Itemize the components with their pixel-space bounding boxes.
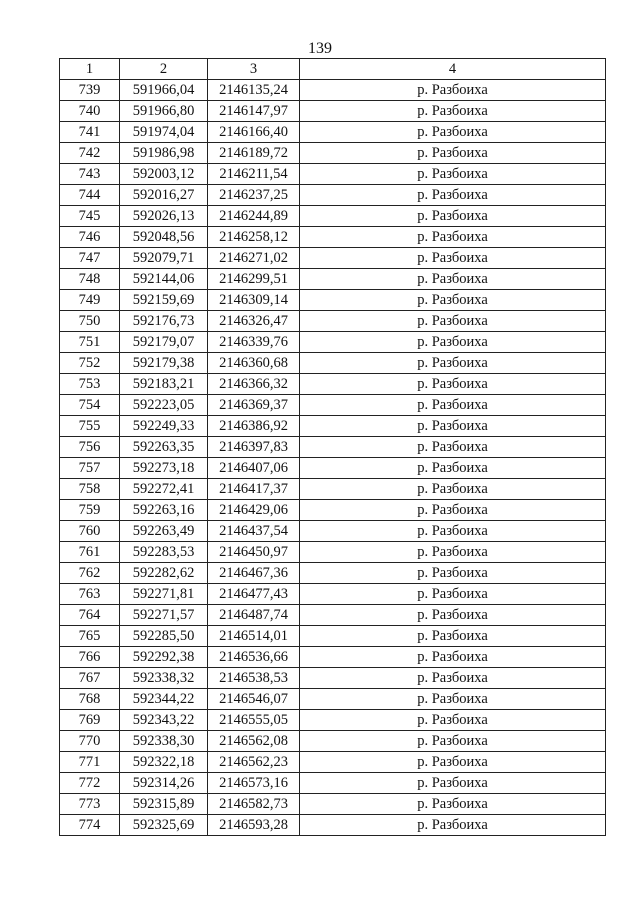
- cell-x-coordinate: 592048,56: [120, 227, 208, 248]
- cell-y-coordinate: 2146271,02: [208, 248, 300, 269]
- cell-y-coordinate: 2146450,97: [208, 542, 300, 563]
- cell-description: р. Разбоиха: [300, 206, 606, 227]
- cell-x-coordinate: 592315,89: [120, 794, 208, 815]
- cell-description: р. Разбоиха: [300, 269, 606, 290]
- table-row: [60, 731, 606, 752]
- cell-point-number: 761: [60, 542, 120, 563]
- cell-y-coordinate: 2146397,83: [208, 437, 300, 458]
- cell-y-coordinate: 2146538,53: [208, 668, 300, 689]
- cell-x-coordinate: 592273,18: [120, 458, 208, 479]
- cell-description: р. Разбоиха: [300, 458, 606, 479]
- cell-point-number: 750: [60, 311, 120, 332]
- table-row: [60, 269, 606, 290]
- cell-x-coordinate: 592016,27: [120, 185, 208, 206]
- cell-point-number: 759: [60, 500, 120, 521]
- table-row: [60, 479, 606, 500]
- cell-x-coordinate: 592282,62: [120, 563, 208, 584]
- cell-description: р. Разбоиха: [300, 731, 606, 752]
- cell-y-coordinate: 2146237,25: [208, 185, 300, 206]
- cell-point-number: 772: [60, 773, 120, 794]
- cell-x-coordinate: 592338,30: [120, 731, 208, 752]
- table-row: [60, 626, 606, 647]
- cell-y-coordinate: 2146573,16: [208, 773, 300, 794]
- table-row: [60, 143, 606, 164]
- cell-y-coordinate: 2146244,89: [208, 206, 300, 227]
- table-header: [60, 59, 606, 80]
- cell-point-number: 764: [60, 605, 120, 626]
- cell-description: р. Разбоиха: [300, 710, 606, 731]
- table-row: [60, 668, 606, 689]
- cell-x-coordinate: 592179,07: [120, 332, 208, 353]
- cell-description: р. Разбоиха: [300, 437, 606, 458]
- cell-point-number: 745: [60, 206, 120, 227]
- table-row: [60, 542, 606, 563]
- cell-x-coordinate: 592285,50: [120, 626, 208, 647]
- cell-y-coordinate: 2146366,32: [208, 374, 300, 395]
- cell-description: р. Разбоиха: [300, 185, 606, 206]
- cell-description: р. Разбоиха: [300, 164, 606, 185]
- table-row: [60, 752, 606, 773]
- cell-description: р. Разбоиха: [300, 752, 606, 773]
- cell-x-coordinate: 592179,38: [120, 353, 208, 374]
- table-row: [60, 815, 606, 836]
- cell-description: р. Разбоиха: [300, 374, 606, 395]
- table-row: [60, 794, 606, 815]
- cell-y-coordinate: 2146211,54: [208, 164, 300, 185]
- cell-x-coordinate: 592263,35: [120, 437, 208, 458]
- cell-description: р. Разбоиха: [300, 794, 606, 815]
- cell-y-coordinate: 2146339,76: [208, 332, 300, 353]
- cell-y-coordinate: 2146386,92: [208, 416, 300, 437]
- cell-x-coordinate: 592263,49: [120, 521, 208, 542]
- cell-point-number: 753: [60, 374, 120, 395]
- cell-point-number: 762: [60, 563, 120, 584]
- cell-description: р. Разбоиха: [300, 626, 606, 647]
- column-header-x-coordinate: 2: [120, 59, 208, 80]
- cell-x-coordinate: 592322,18: [120, 752, 208, 773]
- cell-point-number: 763: [60, 584, 120, 605]
- table-row: [60, 227, 606, 248]
- cell-y-coordinate: 2146593,28: [208, 815, 300, 836]
- cell-point-number: 746: [60, 227, 120, 248]
- cell-description: р. Разбоиха: [300, 353, 606, 374]
- cell-y-coordinate: 2146487,74: [208, 605, 300, 626]
- table-row: [60, 101, 606, 122]
- cell-x-coordinate: 592159,69: [120, 290, 208, 311]
- cell-description: р. Разбоиха: [300, 290, 606, 311]
- cell-description: р. Разбоиха: [300, 773, 606, 794]
- table-row: [60, 80, 606, 101]
- cell-point-number: 770: [60, 731, 120, 752]
- cell-x-coordinate: 592026,13: [120, 206, 208, 227]
- table-row: [60, 689, 606, 710]
- table-row: [60, 332, 606, 353]
- cell-y-coordinate: 2146147,97: [208, 101, 300, 122]
- cell-x-coordinate: 592144,06: [120, 269, 208, 290]
- cell-x-coordinate: 592343,22: [120, 710, 208, 731]
- cell-description: р. Разбоиха: [300, 332, 606, 353]
- cell-description: р. Разбоиха: [300, 647, 606, 668]
- table-row: [60, 290, 606, 311]
- cell-x-coordinate: 592283,53: [120, 542, 208, 563]
- cell-x-coordinate: 592079,71: [120, 248, 208, 269]
- cell-description: р. Разбоиха: [300, 542, 606, 563]
- cell-point-number: 769: [60, 710, 120, 731]
- table-row: [60, 773, 606, 794]
- cell-point-number: 768: [60, 689, 120, 710]
- cell-y-coordinate: 2146514,01: [208, 626, 300, 647]
- cell-description: р. Разбоиха: [300, 563, 606, 584]
- cell-point-number: 744: [60, 185, 120, 206]
- cell-point-number: 757: [60, 458, 120, 479]
- cell-x-coordinate: 592003,12: [120, 164, 208, 185]
- cell-x-coordinate: 591974,04: [120, 122, 208, 143]
- column-header-y-coordinate: 3: [208, 59, 300, 80]
- column-header-description: 4: [300, 59, 606, 80]
- table-row: [60, 395, 606, 416]
- cell-point-number: 760: [60, 521, 120, 542]
- cell-y-coordinate: 2146189,72: [208, 143, 300, 164]
- cell-y-coordinate: 2146477,43: [208, 584, 300, 605]
- table-row: [60, 164, 606, 185]
- column-header-point-number: 1: [60, 59, 120, 80]
- cell-y-coordinate: 2146467,36: [208, 563, 300, 584]
- cell-x-coordinate: 591966,80: [120, 101, 208, 122]
- cell-x-coordinate: 592272,41: [120, 479, 208, 500]
- cell-y-coordinate: 2146429,06: [208, 500, 300, 521]
- cell-y-coordinate: 2146326,47: [208, 311, 300, 332]
- cell-description: р. Разбоиха: [300, 248, 606, 269]
- cell-y-coordinate: 2146135,24: [208, 80, 300, 101]
- table-row: [60, 311, 606, 332]
- table-row: [60, 185, 606, 206]
- cell-point-number: 766: [60, 647, 120, 668]
- cell-y-coordinate: 2146369,37: [208, 395, 300, 416]
- cell-y-coordinate: 2146407,06: [208, 458, 300, 479]
- cell-point-number: 752: [60, 353, 120, 374]
- cell-description: р. Разбоиха: [300, 80, 606, 101]
- cell-description: р. Разбоиха: [300, 605, 606, 626]
- table-row: [60, 353, 606, 374]
- table-row: [60, 500, 606, 521]
- cell-x-coordinate: 592292,38: [120, 647, 208, 668]
- table-row: [60, 416, 606, 437]
- table-row: [60, 374, 606, 395]
- cell-description: р. Разбоиха: [300, 122, 606, 143]
- cell-point-number: 758: [60, 479, 120, 500]
- cell-x-coordinate: 592325,69: [120, 815, 208, 836]
- cell-point-number: 740: [60, 101, 120, 122]
- cell-x-coordinate: 592271,81: [120, 584, 208, 605]
- cell-point-number: 765: [60, 626, 120, 647]
- cell-description: р. Разбоиха: [300, 689, 606, 710]
- cell-y-coordinate: 2146562,08: [208, 731, 300, 752]
- cell-point-number: 774: [60, 815, 120, 836]
- cell-x-coordinate: 592314,26: [120, 773, 208, 794]
- cell-description: р. Разбоиха: [300, 395, 606, 416]
- cell-y-coordinate: 2146360,68: [208, 353, 300, 374]
- table-row: [60, 521, 606, 542]
- cell-x-coordinate: 592223,05: [120, 395, 208, 416]
- cell-description: р. Разбоиха: [300, 311, 606, 332]
- cell-description: р. Разбоиха: [300, 143, 606, 164]
- cell-description: р. Разбоиха: [300, 584, 606, 605]
- table-row: [60, 563, 606, 584]
- cell-point-number: 754: [60, 395, 120, 416]
- cell-y-coordinate: 2146299,51: [208, 269, 300, 290]
- table-row: [60, 458, 606, 479]
- cell-y-coordinate: 2146546,07: [208, 689, 300, 710]
- cell-point-number: 771: [60, 752, 120, 773]
- cell-point-number: 751: [60, 332, 120, 353]
- table-row: [60, 710, 606, 731]
- cell-description: р. Разбоиха: [300, 227, 606, 248]
- table-row: [60, 248, 606, 269]
- cell-point-number: 755: [60, 416, 120, 437]
- cell-x-coordinate: 592271,57: [120, 605, 208, 626]
- page-number: 139: [308, 40, 332, 57]
- cell-description: р. Разбоиха: [300, 815, 606, 836]
- cell-description: р. Разбоиха: [300, 416, 606, 437]
- cell-x-coordinate: 592263,16: [120, 500, 208, 521]
- cell-y-coordinate: 2146437,54: [208, 521, 300, 542]
- cell-point-number: 742: [60, 143, 120, 164]
- cell-x-coordinate: 592338,32: [120, 668, 208, 689]
- cell-point-number: 749: [60, 290, 120, 311]
- table-row: [60, 605, 606, 626]
- cell-x-coordinate: 591986,98: [120, 143, 208, 164]
- cell-y-coordinate: 2146166,40: [208, 122, 300, 143]
- cell-point-number: 741: [60, 122, 120, 143]
- cell-x-coordinate: 591966,04: [120, 80, 208, 101]
- cell-point-number: 739: [60, 80, 120, 101]
- cell-y-coordinate: 2146309,14: [208, 290, 300, 311]
- cell-y-coordinate: 2146258,12: [208, 227, 300, 248]
- cell-x-coordinate: 592344,22: [120, 689, 208, 710]
- cell-y-coordinate: 2146555,05: [208, 710, 300, 731]
- table-row: [60, 206, 606, 227]
- table-row: [60, 122, 606, 143]
- table-row: [60, 647, 606, 668]
- cell-point-number: 748: [60, 269, 120, 290]
- header-row: [60, 59, 606, 80]
- cell-y-coordinate: 2146562,23: [208, 752, 300, 773]
- cell-point-number: 767: [60, 668, 120, 689]
- cell-x-coordinate: 592183,21: [120, 374, 208, 395]
- cell-y-coordinate: 2146536,66: [208, 647, 300, 668]
- table-row: [60, 584, 606, 605]
- cell-description: р. Разбоиха: [300, 479, 606, 500]
- cell-point-number: 743: [60, 164, 120, 185]
- cell-point-number: 773: [60, 794, 120, 815]
- cell-point-number: 756: [60, 437, 120, 458]
- table-row: [60, 437, 606, 458]
- cell-point-number: 747: [60, 248, 120, 269]
- cell-x-coordinate: 592176,73: [120, 311, 208, 332]
- cell-description: р. Разбоиха: [300, 668, 606, 689]
- cell-y-coordinate: 2146417,37: [208, 479, 300, 500]
- cell-description: р. Разбоиха: [300, 521, 606, 542]
- table-body: [60, 80, 606, 836]
- cell-description: р. Разбоиха: [300, 101, 606, 122]
- cell-description: р. Разбоиха: [300, 500, 606, 521]
- cell-x-coordinate: 592249,33: [120, 416, 208, 437]
- coordinates-table: [59, 58, 606, 836]
- cell-y-coordinate: 2146582,73: [208, 794, 300, 815]
